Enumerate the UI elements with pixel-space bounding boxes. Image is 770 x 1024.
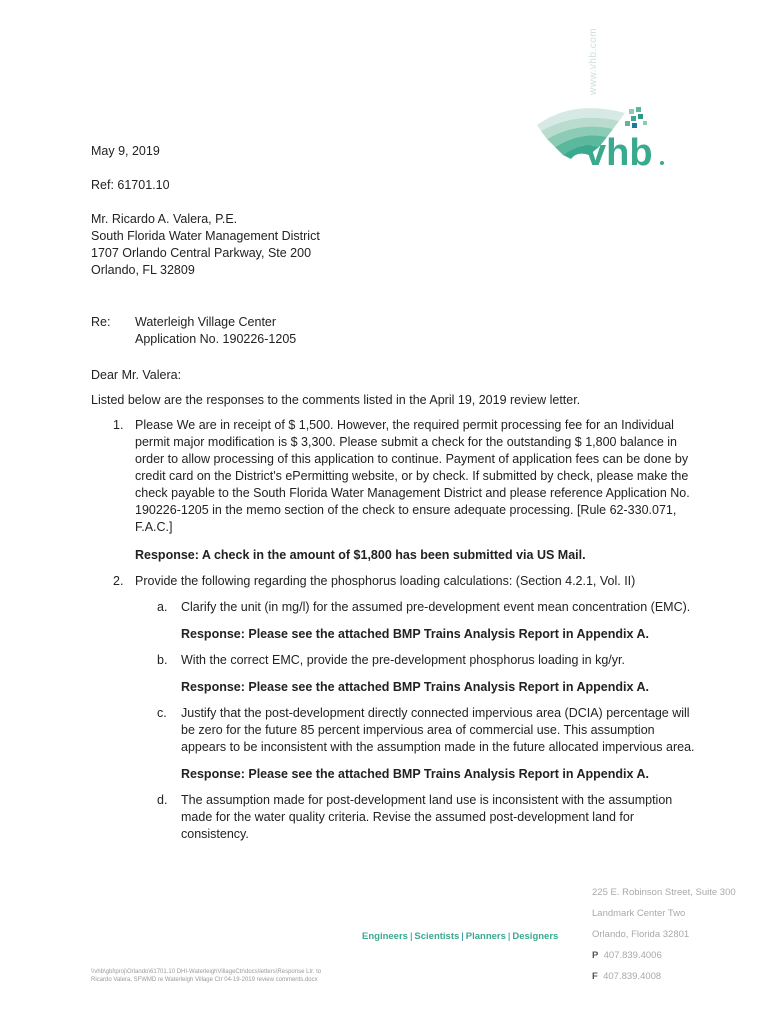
recipient-city: Orlando, FL 32809 [91, 263, 195, 277]
text-line: 190226-1205 in the memo section of the check to ensure adequate processing. [Rule 62-330.071, [135, 503, 677, 517]
comment-2-text: Provide the following regarding the phosphorus loading calculations: (Section 4.2.1, Vol. II) [135, 574, 636, 588]
vhb-logo [533, 95, 668, 175]
logo-text: vhb [585, 132, 653, 174]
address-street: 225 E. Robinson Street, Suite 300 [592, 887, 736, 898]
address-building: Landmark Center Two [592, 908, 686, 919]
letter-date: May 9, 2019 [91, 144, 160, 158]
response-1: Response: A check in the amount of $1,800 has been submitted via US Mail. [135, 548, 586, 562]
recipient-street: 1707 Orlando Central Parkway, Ste 200 [91, 246, 312, 260]
vhb-logo-mark [533, 95, 668, 175]
fax-label: F [592, 971, 598, 982]
comment-1-text [135, 417, 695, 536]
fax-number: 407.839.4008 [603, 971, 662, 982]
response-2a: Response: Please see the attached BMP Trains Analysis Report in Appendix A. [181, 627, 649, 641]
recipient-organization: South Florida Water Management District [91, 229, 320, 243]
subitem-d-text [181, 792, 701, 843]
tagline-engineers: Engineers [362, 931, 408, 942]
subitem-c-text [181, 705, 701, 756]
response-2c: Response: Please see the attached BMP Trains Analysis Report in Appendix A. [181, 767, 649, 781]
intro-text: Listed below are the responses to the comments listed in the April 19, 2019 review letter. [91, 393, 581, 407]
text-line: made for the water quality criteria. Revise the assumed post-development land for [181, 810, 635, 824]
subitem-letter: d. [157, 793, 168, 807]
text-line: permit major modification is $ 3,300. Please submit a check for the outstanding $ 1,800 balance in [135, 435, 677, 449]
text-line: credit card on the District's ePermitting website, or by check. If submitted by check, please make the [135, 469, 689, 483]
text-line: F.A.C.] [135, 520, 173, 534]
text-line: Please We are in receipt of $ 1,500. However, the required permit processing fee for an Individual [135, 418, 674, 432]
phone-number: 407.839.4006 [603, 950, 662, 961]
phone [592, 947, 662, 964]
text-line: consistency. [181, 827, 249, 841]
re-label: Re: [91, 315, 111, 329]
subitem-a-text: Clarify the unit (in mg/l) for the assumed pre-development event mean concentration (EMC). [181, 600, 691, 614]
subitem-letter: b. [157, 653, 168, 667]
file-path: \\vhb\gbl\proj\Orlando\61701.10 DHI-WaterleighVillageCtr\docs\letters\Response Ltr. to Ricardo Valera, SFWMD re Waterleigh Village Ctr 04-19-2019 review comments.docx [91, 969, 322, 983]
subitem-letter: c. [157, 706, 167, 720]
text-line: Justify that the post-development directly connected impervious area (DCIA) percentage will [181, 706, 690, 720]
item-number: 2. [113, 574, 124, 588]
item-number: 1. [113, 418, 124, 432]
tagline-designers: Designers [512, 931, 559, 942]
tagline-scientists: Scientists [414, 931, 460, 942]
subitem-b-text: With the correct EMC, provide the pre-development phosphorus loading in kg/yr. [181, 653, 625, 667]
reference-number: Ref: 61701.10 [91, 178, 170, 192]
phone-label: P [592, 950, 599, 961]
text-line: The assumption made for post-development land use is inconsistent with the assumption [181, 793, 673, 807]
response-2b: Response: Please see the attached BMP Trains Analysis Report in Appendix A. [181, 680, 649, 694]
text-line: appears to be inconsistent with the assumption made in the future allocated impervious area. [181, 740, 695, 754]
address-city: Orlando, Florida 32801 [592, 929, 690, 940]
subitem-letter: a. [157, 600, 168, 614]
salutation: Dear Mr. Valera: [91, 368, 182, 382]
re-project: Waterleigh Village Center [135, 315, 277, 329]
re-application: Application No. 190226-1205 [135, 332, 297, 346]
fax [592, 968, 661, 985]
tagline-planners: Planners [465, 931, 506, 942]
footer-tagline: Engineers | Scientists | Planners | Designers [362, 931, 559, 942]
website-url: www.vhb.com [588, 27, 599, 95]
text-line: order to allow processing of this application to continue. Payment of application fees can be done by [135, 452, 689, 466]
text-line: be zero for the future 85 percent impervious area of commercial use. This assumption [181, 723, 655, 737]
text-line: check payable to the South Florida Water Management District and please reference Application No. [135, 486, 690, 500]
recipient-name: Mr. Ricardo A. Valera, P.E. [91, 212, 238, 226]
